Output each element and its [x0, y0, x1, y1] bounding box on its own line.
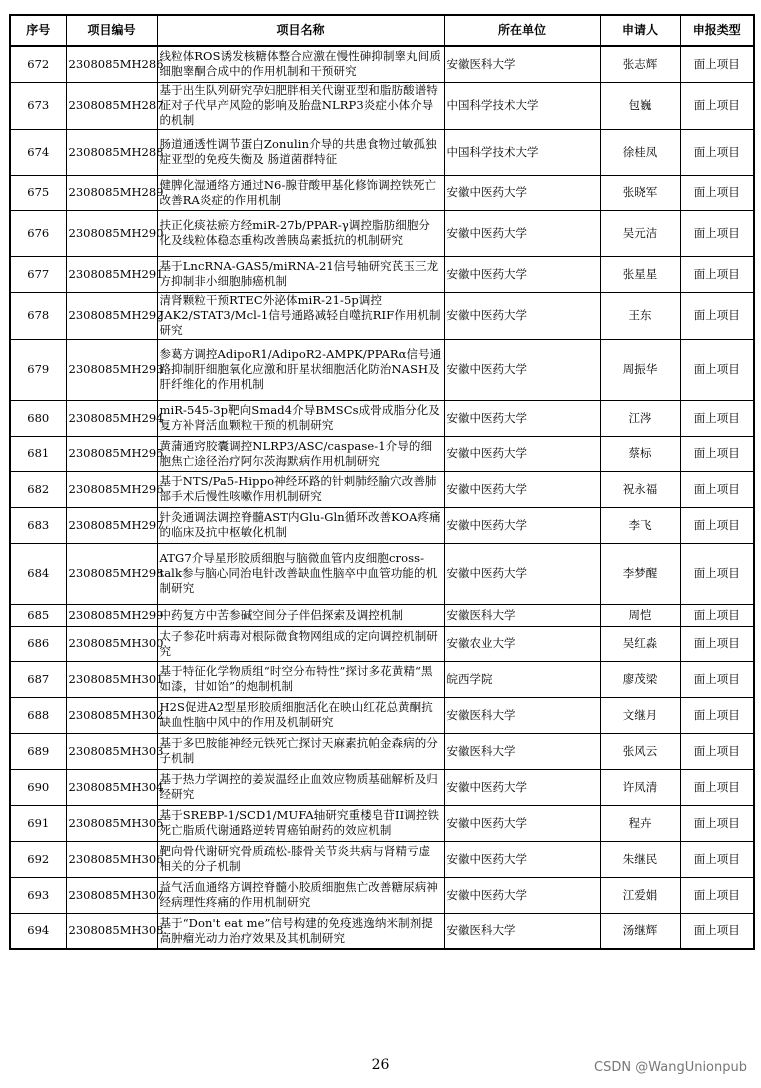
- cell-name: 基于特征化学物质组“时空分布特性”探讨多花黄精“黑如漆，甘如饴”的炮制机制: [157, 661, 444, 697]
- cell-person: 祝永福: [600, 471, 680, 507]
- cell-type: 面上项目: [680, 129, 754, 175]
- cell-code: 2308085MH307: [66, 877, 157, 913]
- cell-type: 面上项目: [680, 256, 754, 292]
- cell-unit: 安徽中医药大学: [444, 400, 600, 436]
- cell-type: 面上项目: [680, 913, 754, 949]
- table-row: [10, 626, 754, 661]
- cell-name: 中药复方中苦参碱空间分子伴侣探索及调控机制: [157, 604, 444, 626]
- cell-no: 688: [10, 697, 66, 733]
- cell-unit: 安徽中医药大学: [444, 507, 600, 543]
- cell-name: 基于SREBP-1/SCD1/MUFA轴研究重楼皂苷II调控铁死亡脂质代谢通路逆转胃癌铂耐药的效应机制: [157, 805, 444, 841]
- cell-unit: 安徽中医药大学: [444, 769, 600, 805]
- cell-no: 692: [10, 841, 66, 877]
- cell-person: 包巍: [600, 82, 680, 129]
- cell-person: 王东: [600, 292, 680, 339]
- cell-person: 周恺: [600, 604, 680, 626]
- cell-name: 基于LncRNA-GAS5/miRNA-21信号轴研究芪玉三龙方抑制非小细胞肺癌机制: [157, 256, 444, 292]
- cell-person: 李飞: [600, 507, 680, 543]
- cell-person: 徐桂凤: [600, 129, 680, 175]
- cell-type: 面上项目: [680, 604, 754, 626]
- cell-unit: 安徽医科大学: [444, 697, 600, 733]
- table-row: [10, 292, 754, 339]
- cell-no: 691: [10, 805, 66, 841]
- cell-unit: 安徽中医药大学: [444, 292, 600, 339]
- header-type: 申报类型: [680, 15, 754, 46]
- cell-unit: 中国科学技术大学: [444, 82, 600, 129]
- cell-no: 674: [10, 129, 66, 175]
- cell-code: 2308085MH286: [66, 46, 157, 82]
- cell-name: 太子参花叶病毒对根际微食物网组成的定向调控机制研究: [157, 626, 444, 661]
- table-row: [10, 339, 754, 400]
- cell-code: 2308085MH300: [66, 626, 157, 661]
- cell-person: 江爱娟: [600, 877, 680, 913]
- cell-code: 2308085MH293: [66, 339, 157, 400]
- cell-code: 2308085MH296: [66, 471, 157, 507]
- cell-code: 2308085MH301: [66, 661, 157, 697]
- header-person: 申请人: [600, 15, 680, 46]
- cell-unit: 安徽中医药大学: [444, 805, 600, 841]
- cell-type: 面上项目: [680, 507, 754, 543]
- cell-name: 针灸通调法调控脊髓AST内Glu-Gln循环改善KOA疼痛的临床及抗中枢敏化机制: [157, 507, 444, 543]
- header-unit: 所在单位: [444, 15, 600, 46]
- cell-person: 文继月: [600, 697, 680, 733]
- cell-unit: 安徽中医药大学: [444, 543, 600, 604]
- cell-person: 廖茂梁: [600, 661, 680, 697]
- cell-no: 683: [10, 507, 66, 543]
- cell-unit: 安徽中医药大学: [444, 175, 600, 210]
- cell-name: H2S促进A2型星形胶质细胞活化在映山红花总黄酮抗缺血性脑中风中的作用及机制研究: [157, 697, 444, 733]
- cell-unit: 安徽中医药大学: [444, 436, 600, 471]
- cell-person: 张星星: [600, 256, 680, 292]
- cell-no: 682: [10, 471, 66, 507]
- cell-person: 程卉: [600, 805, 680, 841]
- page-number: 26: [371, 1057, 390, 1073]
- cell-name: 肠道通透性调节蛋白Zonulin介导的共患食物过敏孤独症亚型的免疫失衡及 肠道菌群特征: [157, 129, 444, 175]
- cell-no: 675: [10, 175, 66, 210]
- cell-no: 676: [10, 210, 66, 256]
- cell-unit: 安徽农业大学: [444, 626, 600, 661]
- cell-unit: 安徽中医药大学: [444, 256, 600, 292]
- cell-person: 江涔: [600, 400, 680, 436]
- cell-code: 2308085MH299: [66, 604, 157, 626]
- cell-unit: 中国科学技术大学: [444, 129, 600, 175]
- cell-name: 扶正化痰祛瘀方经miR-27b/PPAR-γ调控脂肪细胞分化及线粒体稳态重构改善胰岛素抵抗的机制研究: [157, 210, 444, 256]
- cell-type: 面上项目: [680, 661, 754, 697]
- cell-name: 健脾化湿通络方通过N6-腺苷酸甲基化修饰调控铁死亡改善RA炎症的作用机制: [157, 175, 444, 210]
- cell-type: 面上项目: [680, 436, 754, 471]
- header-no: 序号: [10, 15, 66, 46]
- table-row: [10, 697, 754, 733]
- cell-type: 面上项目: [680, 543, 754, 604]
- cell-type: 面上项目: [680, 471, 754, 507]
- cell-name: 参葛方调控AdipoR1/AdipoR2-AMPK/PPARα信号通路抑制肝细胞氧化应激和肝星状细胞活化防治NASH及肝纤维化的作用机制: [157, 339, 444, 400]
- cell-code: 2308085MH308: [66, 913, 157, 949]
- cell-type: 面上项目: [680, 46, 754, 82]
- cell-type: 面上项目: [680, 210, 754, 256]
- cell-unit: 安徽中医药大学: [444, 471, 600, 507]
- table-row: [10, 210, 754, 256]
- table-row: [10, 877, 754, 913]
- cell-no: 678: [10, 292, 66, 339]
- cell-code: 2308085MH291: [66, 256, 157, 292]
- cell-code: 2308085MH303: [66, 733, 157, 769]
- cell-code: 2308085MH306: [66, 841, 157, 877]
- table-row: [10, 604, 754, 626]
- cell-type: 面上项目: [680, 877, 754, 913]
- cell-name: 线粒体ROS诱发核糖体整合应激在慢性砷抑制睾丸间质细胞睾酮合成中的作用机制和干预研究: [157, 46, 444, 82]
- cell-name: 基于“Don't eat me”信号构建的免疫逃逸纳米制剂提高肿瘤光动力治疗效果及其机制研究: [157, 913, 444, 949]
- cell-person: 张风云: [600, 733, 680, 769]
- cell-code: 2308085MH289: [66, 175, 157, 210]
- cell-type: 面上项目: [680, 400, 754, 436]
- cell-no: 672: [10, 46, 66, 82]
- cell-unit: 安徽医科大学: [444, 46, 600, 82]
- table-row: [10, 913, 754, 949]
- cell-code: 2308085MH288: [66, 129, 157, 175]
- table-row: [10, 769, 754, 805]
- cell-person: 吴元洁: [600, 210, 680, 256]
- cell-person: 汤继辉: [600, 913, 680, 949]
- cell-code: 2308085MH304: [66, 769, 157, 805]
- cell-unit: 安徽医科大学: [444, 913, 600, 949]
- cell-name: 黄蒲通窍胶囊调控NLRP3/ASC/caspase-1介导的细胞焦亡途径治疗阿尔茨海默病作用机制研究: [157, 436, 444, 471]
- table-row: [10, 400, 754, 436]
- cell-type: 面上项目: [680, 82, 754, 129]
- cell-name: 基于NTS/Pa5-Hippo神经环路的针刺肺经腧穴改善肺部手术后慢性咳嗽作用机制研究: [157, 471, 444, 507]
- cell-code: 2308085MH294: [66, 400, 157, 436]
- cell-type: 面上项目: [680, 292, 754, 339]
- cell-type: 面上项目: [680, 769, 754, 805]
- cell-type: 面上项目: [680, 175, 754, 210]
- cell-no: 673: [10, 82, 66, 129]
- cell-person: 吴红淼: [600, 626, 680, 661]
- table-row: [10, 841, 754, 877]
- cell-type: 面上项目: [680, 841, 754, 877]
- cell-type: 面上项目: [680, 805, 754, 841]
- cell-code: 2308085MH295: [66, 436, 157, 471]
- project-table: [9, 14, 755, 950]
- cell-type: 面上项目: [680, 697, 754, 733]
- table-row: [10, 543, 754, 604]
- table-header-row: [10, 15, 754, 46]
- cell-no: 689: [10, 733, 66, 769]
- cell-name: 益气活血通络方调控脊髓小胶质细胞焦亡改善糖尿病神经病理性疼痛的作用机制研究: [157, 877, 444, 913]
- table-row: [10, 82, 754, 129]
- cell-person: 张晓军: [600, 175, 680, 210]
- watermark: CSDN @WangUnionpub: [594, 1060, 747, 1075]
- table-row: [10, 661, 754, 697]
- cell-no: 679: [10, 339, 66, 400]
- cell-code: 2308085MH297: [66, 507, 157, 543]
- cell-unit: 安徽中医药大学: [444, 210, 600, 256]
- cell-unit: 安徽中医药大学: [444, 339, 600, 400]
- cell-name: 基于热力学调控的姜炭温经止血效应物质基础解析及归经研究: [157, 769, 444, 805]
- cell-person: 周振华: [600, 339, 680, 400]
- table-row: [10, 175, 754, 210]
- cell-no: 690: [10, 769, 66, 805]
- cell-name: 靶向骨代谢研究骨质疏松-膝骨关节炎共病与肾精亏虚相关的分子机制: [157, 841, 444, 877]
- cell-no: 686: [10, 626, 66, 661]
- table-row: [10, 805, 754, 841]
- cell-name: 基于多巴胺能神经元铁死亡探讨天麻素抗帕金森病的分子机制: [157, 733, 444, 769]
- table-row: [10, 46, 754, 82]
- cell-name: ATG7介导星形胶质细胞与脑微血管内皮细胞cross-talk参与脑心同治电针改善缺血性脑卒中血管功能的机制研究: [157, 543, 444, 604]
- cell-unit: 安徽中医药大学: [444, 877, 600, 913]
- cell-name: miR-545-3p靶向Smad4介导BMSCs成骨成脂分化及复方补肾活血颗粒干预的机制研究: [157, 400, 444, 436]
- cell-person: 蔡标: [600, 436, 680, 471]
- cell-no: 684: [10, 543, 66, 604]
- table-row: [10, 129, 754, 175]
- cell-unit: 安徽医科大学: [444, 733, 600, 769]
- cell-unit: 安徽中医药大学: [444, 841, 600, 877]
- cell-no: 693: [10, 877, 66, 913]
- header-name: 项目名称: [157, 15, 444, 46]
- cell-person: 朱继民: [600, 841, 680, 877]
- cell-unit: 安徽医科大学: [444, 604, 600, 626]
- cell-code: 2308085MH305: [66, 805, 157, 841]
- cell-person: 许凤清: [600, 769, 680, 805]
- table-row: [10, 436, 754, 471]
- cell-person: 李梦醒: [600, 543, 680, 604]
- table-row: [10, 471, 754, 507]
- cell-no: 677: [10, 256, 66, 292]
- cell-person: 张志辉: [600, 46, 680, 82]
- cell-no: 685: [10, 604, 66, 626]
- cell-name: 基于出生队列研究孕妇肥胖相关代谢亚型和脂肪酸谱特征对子代早产风险的影响及胎盘NLRP3炎症小体介导的机制: [157, 82, 444, 129]
- cell-code: 2308085MH290: [66, 210, 157, 256]
- cell-no: 680: [10, 400, 66, 436]
- cell-code: 2308085MH287: [66, 82, 157, 129]
- table-row: [10, 733, 754, 769]
- cell-no: 687: [10, 661, 66, 697]
- cell-type: 面上项目: [680, 339, 754, 400]
- header-code: 项目编号: [66, 15, 157, 46]
- cell-code: 2308085MH292: [66, 292, 157, 339]
- cell-type: 面上项目: [680, 626, 754, 661]
- cell-no: 681: [10, 436, 66, 471]
- cell-name: 清肾颗粒干预RTEC外泌体miR-21-5p调控JAK2/STAT3/Mcl-1信号通路减轻自噬抗RIF作用机制研究: [157, 292, 444, 339]
- table-row: [10, 507, 754, 543]
- cell-code: 2308085MH302: [66, 697, 157, 733]
- table-row: [10, 256, 754, 292]
- cell-type: 面上项目: [680, 733, 754, 769]
- cell-code: 2308085MH298: [66, 543, 157, 604]
- cell-unit: 皖西学院: [444, 661, 600, 697]
- cell-no: 694: [10, 913, 66, 949]
